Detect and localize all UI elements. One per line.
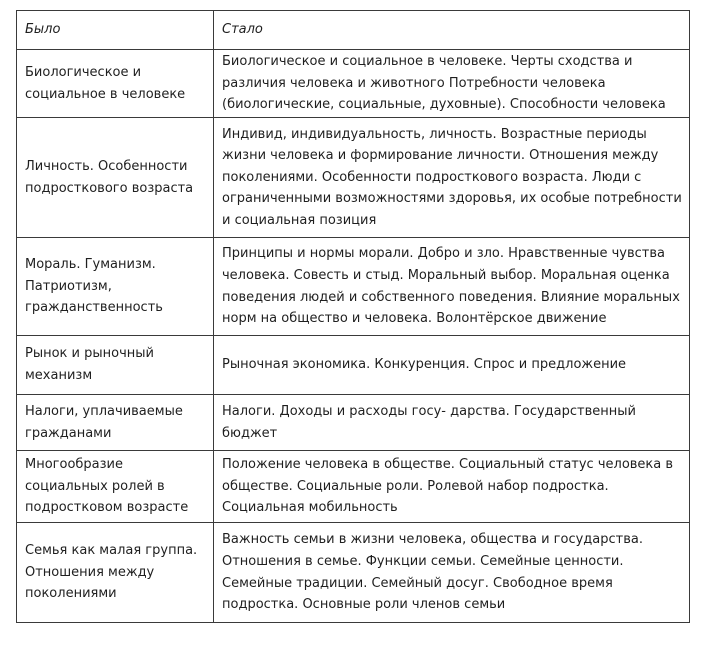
cell-after: Рыночная экономика. Конкуренция. Спрос и предложение (214, 336, 690, 395)
column-header-before: Было (17, 11, 214, 50)
cell-before: Налоги, уплачиваемые гражданами (17, 395, 214, 451)
cell-after: Важность семьи в жизни человека, общества и государства. Отношения в семье. Функции семьи. Семейные ценности. Семейные традиции. Семейный досуг. Свободное время подростка. Основные роли членов семьи (214, 523, 690, 623)
cell-before: Личность. Особенности подросткового возраста (17, 118, 214, 238)
cell-before: Рынок и рыночный механизм (17, 336, 214, 395)
table-row (17, 336, 690, 395)
cell-before: Семья как малая группа. Отношения между поколениями (17, 523, 214, 623)
cell-before: Мораль. Гуманизм. Патриотизм, гражданственность (17, 238, 214, 336)
cell-after: Индивид, индивидуальность, личность. Возрастные периоды жизни человека и формирование личности. Отношения между поколениями. Особенности подросткового возраста. Люди с ограниченными возможностями здоровья, их особые потребности и социальная позиция (214, 118, 690, 238)
document-page (16, 10, 689, 623)
comparison-table (16, 10, 690, 623)
cell-after: Налоги. Доходы и расходы госу- дарства. Государственный бюджет (214, 395, 690, 451)
table-row (17, 50, 690, 118)
table-row (17, 238, 690, 336)
cell-after: Биологическое и социальное в человеке. Черты сходства и различия человека и животного Потребности человека (биологические, социальные, духовные). Способности человека (214, 50, 690, 118)
cell-before: Биологическое и социальное в человеке (17, 50, 214, 118)
table-row (17, 451, 690, 523)
table-header-row (17, 11, 690, 50)
table-row (17, 118, 690, 238)
cell-after: Положение человека в обществе. Социальный статус человека в обществе. Социальные роли. Ролевой набор подростка. Социальная мобильность (214, 451, 690, 523)
cell-after: Принципы и нормы морали. Добро и зло. Нравственные чувства человека. Совесть и стыд. Моральный выбор. Моральная оценка поведения людей и собственного поведения. Влияние моральных норм на общество и человека. Волонтёрское движение (214, 238, 690, 336)
cell-before: Многообразие социальных ролей в подростковом возрасте (17, 451, 214, 523)
column-header-after: Стало (214, 11, 690, 50)
table-row (17, 395, 690, 451)
table-row (17, 523, 690, 623)
